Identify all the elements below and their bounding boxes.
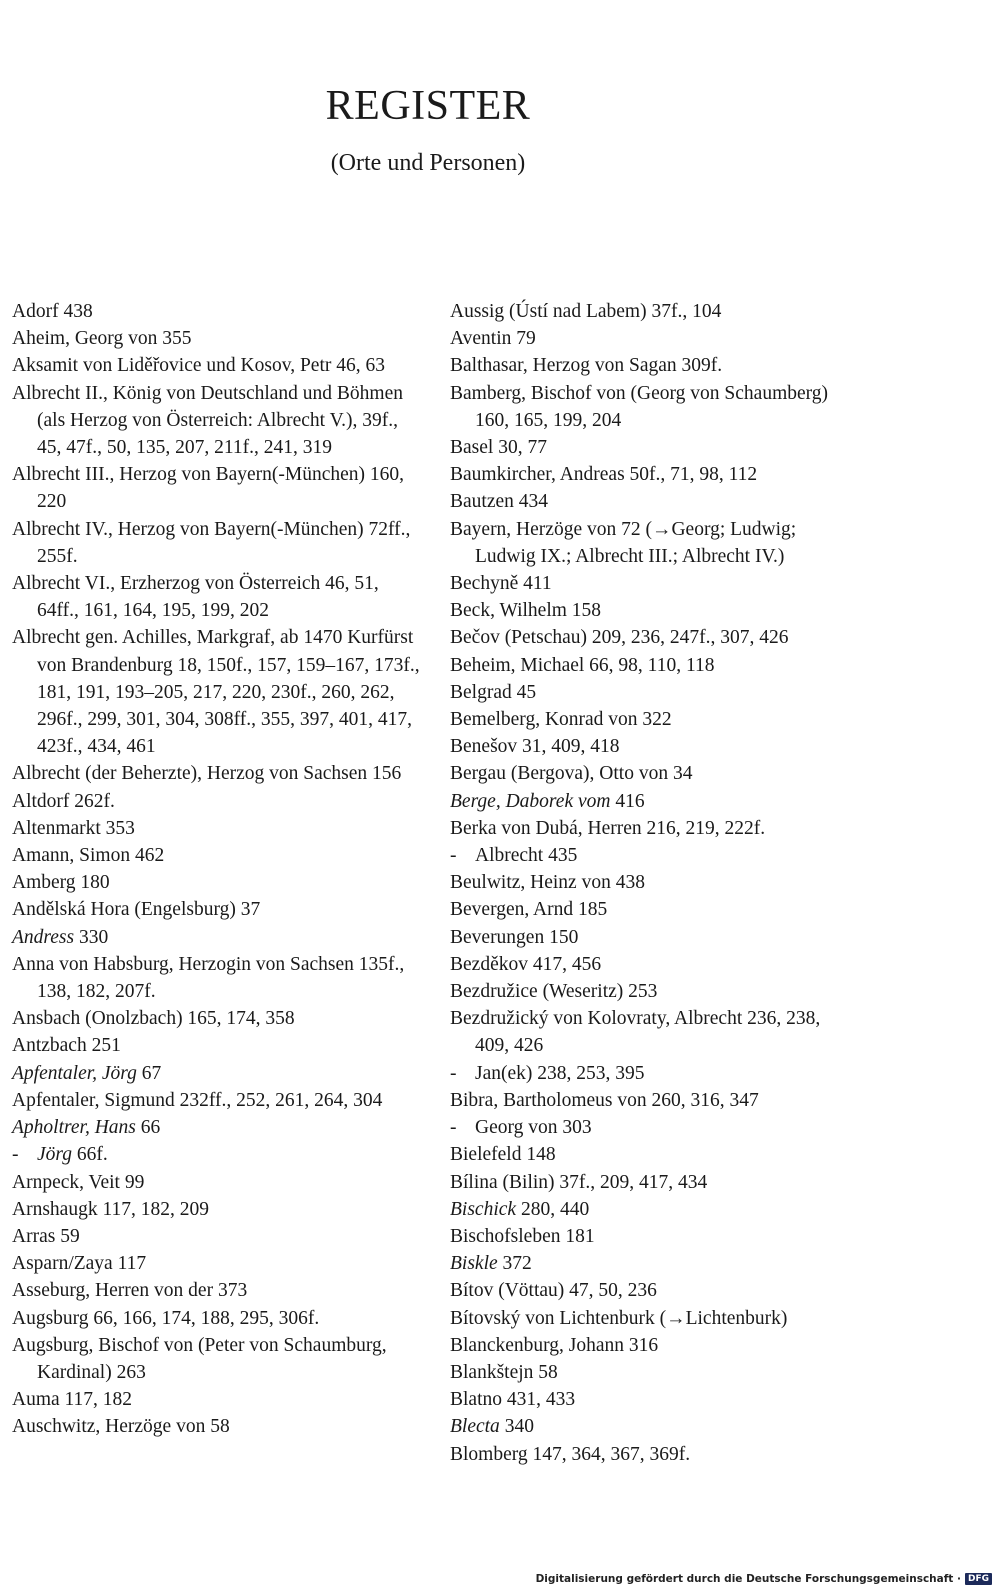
index-entry bbox=[12, 1196, 422, 1223]
entry-dash: - bbox=[12, 1144, 19, 1166]
index-entry bbox=[12, 1223, 422, 1250]
entry-text: Arnshaugk 117, 182, 209 bbox=[12, 1198, 209, 1220]
index-entry bbox=[12, 1060, 422, 1087]
entry-text: Andělská Hora (Engelsburg) 37 bbox=[12, 899, 261, 921]
entry-text: Aksamit von Liděřovice und Kosov, Petr 46, 63 bbox=[12, 355, 385, 377]
entry-text: Bílina (Bilin) 37f., 209, 417, 434 bbox=[450, 1171, 708, 1193]
entry-text: 66 bbox=[135, 1117, 161, 1139]
index-entry bbox=[450, 1413, 850, 1440]
index-entry bbox=[450, 1250, 850, 1277]
entry-text: Aheim, Georg von 355 bbox=[12, 328, 192, 350]
entry-text: Beverungen 150 bbox=[450, 926, 579, 948]
entry-dash: - bbox=[450, 1117, 457, 1139]
entry-text: Blatno 431, 433 bbox=[450, 1389, 576, 1411]
index-entry bbox=[450, 1169, 850, 1196]
entry-text: 416 bbox=[610, 790, 645, 812]
entry-text: Bamberg, Bischof von (Georg von Schaumberg) 160, 165, 199, 204 bbox=[450, 382, 829, 431]
index-entry bbox=[12, 1250, 422, 1277]
entry-text: Albrecht III., Herzog von Bayern(-München) 160, 220 bbox=[12, 464, 405, 513]
entry-italic-name: Biskle bbox=[450, 1253, 498, 1275]
index-column-right bbox=[450, 298, 850, 1468]
entry-text: Adorf 438 bbox=[12, 301, 93, 322]
entry-text: Albrecht (der Beherzte), Herzog von Sachsen 156 bbox=[12, 763, 402, 785]
index-entry bbox=[450, 1060, 850, 1087]
index-entry bbox=[450, 298, 850, 325]
index-entry bbox=[12, 1141, 422, 1168]
index-entry bbox=[450, 570, 850, 597]
entry-text: Albrecht gen. Achilles, Markgraf, ab 1470 Kurfürst von Brandenburg 18, 150f., 157, 159–167, 173f., 181, 191, 193–205, 217, 220, 230f., 260, 262, 296f., 299, 301, 304, 308ff., 355, 397, 401, 417, 423f., 434, 461 bbox=[12, 627, 420, 758]
entry-text: Berka von Dubá, Herren 216, 219, 222f. bbox=[450, 817, 766, 839]
footer-text: Digitalisierung gefördert durch die Deutsche Forschungsgemeinschaft · bbox=[535, 1573, 961, 1585]
index-entry bbox=[450, 1277, 850, 1304]
entry-text: Beulwitz, Heinz von 438 bbox=[450, 872, 645, 894]
entry-text: Albrecht II., König von Deutschland und Böhmen (als Herzog von Österreich: Albrecht V.), 39f., 45, 47f., 50, 135, 207, 211f., 241, 319 bbox=[12, 382, 404, 459]
index-entry bbox=[450, 896, 850, 923]
index-entry bbox=[450, 380, 850, 434]
entry-text: 280, 440 bbox=[516, 1198, 590, 1220]
entry-text: Benešov 31, 409, 418 bbox=[450, 736, 620, 758]
entry-text: Albrecht IV., Herzog von Bayern(-München) 72ff., 255f. bbox=[12, 518, 411, 567]
entry-text: Bítov (Vöttau) 47, 50, 236 bbox=[450, 1280, 657, 1302]
entry-text: Asseburg, Herren von der 373 bbox=[12, 1280, 248, 1302]
index-entry bbox=[12, 1087, 422, 1114]
index-entry bbox=[450, 788, 850, 815]
index-entry bbox=[450, 1196, 850, 1223]
entry-text: Bezdružický von Kolovraty, Albrecht 236, 238, 409, 426 bbox=[450, 1008, 821, 1057]
entry-text: Apfentaler, Sigmund 232ff., 252, 261, 264, 304 bbox=[12, 1089, 383, 1111]
index-entry bbox=[12, 1332, 422, 1386]
entry-dash: - bbox=[450, 845, 457, 867]
entry-text: Bibra, Bartholomeus von 260, 316, 347 bbox=[450, 1089, 759, 1111]
entry-text: Augsburg, Bischof von (Peter von Schaumburg, Kardinal) 263 bbox=[12, 1334, 387, 1383]
index-entry bbox=[12, 924, 422, 951]
index-entry bbox=[12, 1169, 422, 1196]
index-entry bbox=[450, 869, 850, 896]
entry-italic-name: Bischick bbox=[450, 1198, 517, 1220]
index-entry bbox=[12, 352, 422, 379]
index-entry bbox=[12, 1277, 422, 1304]
index-entry bbox=[450, 815, 850, 842]
entry-text: Auma 117, 182 bbox=[12, 1389, 133, 1411]
index-column-left bbox=[12, 298, 422, 1441]
entry-text: Antzbach 251 bbox=[12, 1035, 121, 1057]
index-entry bbox=[450, 842, 850, 869]
entry-text: 340 bbox=[499, 1416, 534, 1438]
entry-italic-name: Jörg bbox=[37, 1144, 73, 1166]
entry-text: Amann, Simon 462 bbox=[12, 845, 165, 867]
entry-text: Beck, Wilhelm 158 bbox=[450, 600, 602, 622]
index-entry bbox=[450, 1114, 850, 1141]
index-entry bbox=[450, 706, 850, 733]
index-entry bbox=[450, 1087, 850, 1114]
entry-text: Arras 59 bbox=[12, 1225, 80, 1247]
entry-text: Altdorf 262f. bbox=[12, 790, 115, 812]
index-entry bbox=[450, 1005, 850, 1059]
index-entry bbox=[450, 1223, 850, 1250]
entry-italic-name: Andress bbox=[12, 926, 75, 948]
index-entry bbox=[450, 978, 850, 1005]
index-entry bbox=[450, 733, 850, 760]
entry-italic-name: Apfentaler, Jörg bbox=[12, 1062, 137, 1084]
index-entry bbox=[12, 1032, 422, 1059]
index-entry bbox=[12, 760, 422, 787]
page-title: REGISTER bbox=[325, 83, 531, 129]
entry-text: Blankštejn 58 bbox=[450, 1361, 558, 1383]
index-entry bbox=[450, 760, 850, 787]
index-entry bbox=[450, 1332, 850, 1359]
index-entry bbox=[12, 325, 422, 352]
index-entry bbox=[12, 624, 422, 760]
index-entry bbox=[12, 842, 422, 869]
index-entry bbox=[450, 624, 850, 651]
entry-text: Bechyně 411 bbox=[450, 573, 552, 595]
entry-text: Blanckenburg, Johann 316 bbox=[450, 1334, 659, 1356]
entry-text: Georg von 303 bbox=[475, 1117, 592, 1139]
index-entry bbox=[12, 1386, 422, 1413]
entry-text: 330 bbox=[74, 926, 109, 948]
index-entry bbox=[12, 298, 422, 325]
index-entry bbox=[12, 896, 422, 923]
entry-text: Altenmarkt 353 bbox=[12, 817, 135, 839]
entry-text: Augsburg 66, 166, 174, 188, 295, 306f. bbox=[12, 1307, 320, 1329]
entry-italic-name: Apholtrer, Hans bbox=[12, 1117, 136, 1139]
entry-text: Bítovský von Lichtenburk (→Lichtenburk) bbox=[450, 1307, 788, 1329]
entry-text: Bischofsleben 181 bbox=[450, 1225, 595, 1247]
index-entry bbox=[12, 461, 422, 515]
entry-text: Bevergen, Arnd 185 bbox=[450, 899, 608, 921]
index-entry bbox=[450, 652, 850, 679]
entry-text: Ansbach (Onolzbach) 165, 174, 358 bbox=[12, 1008, 295, 1030]
page-subtitle: (Orte und Personen) bbox=[330, 150, 526, 176]
entry-text: Bautzen 434 bbox=[450, 491, 549, 513]
entry-text: 372 bbox=[497, 1253, 532, 1275]
index-entry bbox=[12, 1305, 422, 1332]
entry-text: Bayern, Herzöge von 72 (→Georg; Ludwig; Ludwig IX.; Albrecht III.; Albrecht IV.) bbox=[450, 518, 797, 567]
entry-text: Amberg 180 bbox=[12, 872, 110, 894]
index-entry bbox=[450, 924, 850, 951]
footer-credit bbox=[536, 1573, 992, 1585]
index-entry bbox=[450, 1305, 850, 1332]
entry-text: Auschwitz, Herzöge von 58 bbox=[12, 1416, 230, 1438]
entry-text: Jan(ek) 238, 253, 395 bbox=[475, 1062, 645, 1084]
index-entry bbox=[450, 325, 850, 352]
index-entry bbox=[450, 1359, 850, 1386]
index-entry bbox=[12, 815, 422, 842]
entry-text: Bergau (Bergova), Otto von 34 bbox=[450, 763, 693, 785]
index-entry bbox=[12, 570, 422, 624]
index-entry bbox=[450, 1386, 850, 1413]
entry-text: Aventin 79 bbox=[450, 328, 536, 350]
index-entry bbox=[450, 434, 850, 461]
entry-text: Balthasar, Herzog von Sagan 309f. bbox=[450, 355, 723, 377]
index-entry bbox=[12, 1114, 422, 1141]
entry-text: Albrecht 435 bbox=[475, 845, 578, 867]
entry-italic-name: Berge, Daborek vom bbox=[450, 790, 611, 812]
index-entry bbox=[450, 352, 850, 379]
entry-text: 66f. bbox=[72, 1144, 108, 1166]
index-entry bbox=[12, 951, 422, 1005]
entry-text: Arnpeck, Veit 99 bbox=[12, 1171, 145, 1193]
dfg-logo-icon: DFG bbox=[965, 1573, 992, 1585]
index-entry bbox=[12, 380, 422, 462]
index-entry bbox=[12, 788, 422, 815]
index-entry bbox=[12, 1005, 422, 1032]
entry-text: Anna von Habsburg, Herzogin von Sachsen 135f., 138, 182, 207f. bbox=[12, 953, 405, 1003]
entry-text: Bezděkov 417, 456 bbox=[450, 953, 602, 975]
entry-dash: - bbox=[450, 1062, 457, 1084]
entry-text: Blomberg 147, 364, 367, 369f. bbox=[450, 1443, 691, 1465]
index-entry bbox=[450, 679, 850, 706]
index-entry bbox=[450, 597, 850, 624]
entry-text: Bielefeld 148 bbox=[450, 1144, 556, 1166]
entry-italic-name: Blecta bbox=[450, 1416, 500, 1438]
index-entry bbox=[450, 1441, 850, 1468]
index-entry bbox=[12, 1413, 422, 1440]
entry-text: Bečov (Petschau) 209, 236, 247f., 307, 426 bbox=[450, 627, 789, 649]
entry-text: 67 bbox=[136, 1062, 162, 1084]
entry-text: Bezdružice (Weseritz) 253 bbox=[450, 981, 658, 1003]
index-entry bbox=[450, 516, 850, 570]
index-entry bbox=[450, 951, 850, 978]
entry-text: Beheim, Michael 66, 98, 110, 118 bbox=[450, 654, 715, 676]
entry-text: Albrecht VI., Erzherzog von Österreich 46, 51, 64ff., 161, 164, 195, 199, 202 bbox=[12, 573, 379, 622]
index-entry bbox=[450, 488, 850, 515]
entry-text: Aussig (Ústí nad Labem) 37f., 104 bbox=[450, 301, 722, 322]
entry-text: Belgrad 45 bbox=[450, 681, 537, 703]
entry-text: Asparn/Zaya 117 bbox=[12, 1253, 147, 1275]
index-entry bbox=[450, 461, 850, 488]
entry-text: Bemelberg, Konrad von 322 bbox=[450, 709, 672, 731]
index-entry bbox=[12, 869, 422, 896]
entry-text: Baumkircher, Andreas 50f., 71, 98, 112 bbox=[450, 464, 758, 486]
index-entry bbox=[450, 1141, 850, 1168]
index-entry bbox=[12, 516, 422, 570]
entry-text: Basel 30, 77 bbox=[450, 437, 547, 459]
